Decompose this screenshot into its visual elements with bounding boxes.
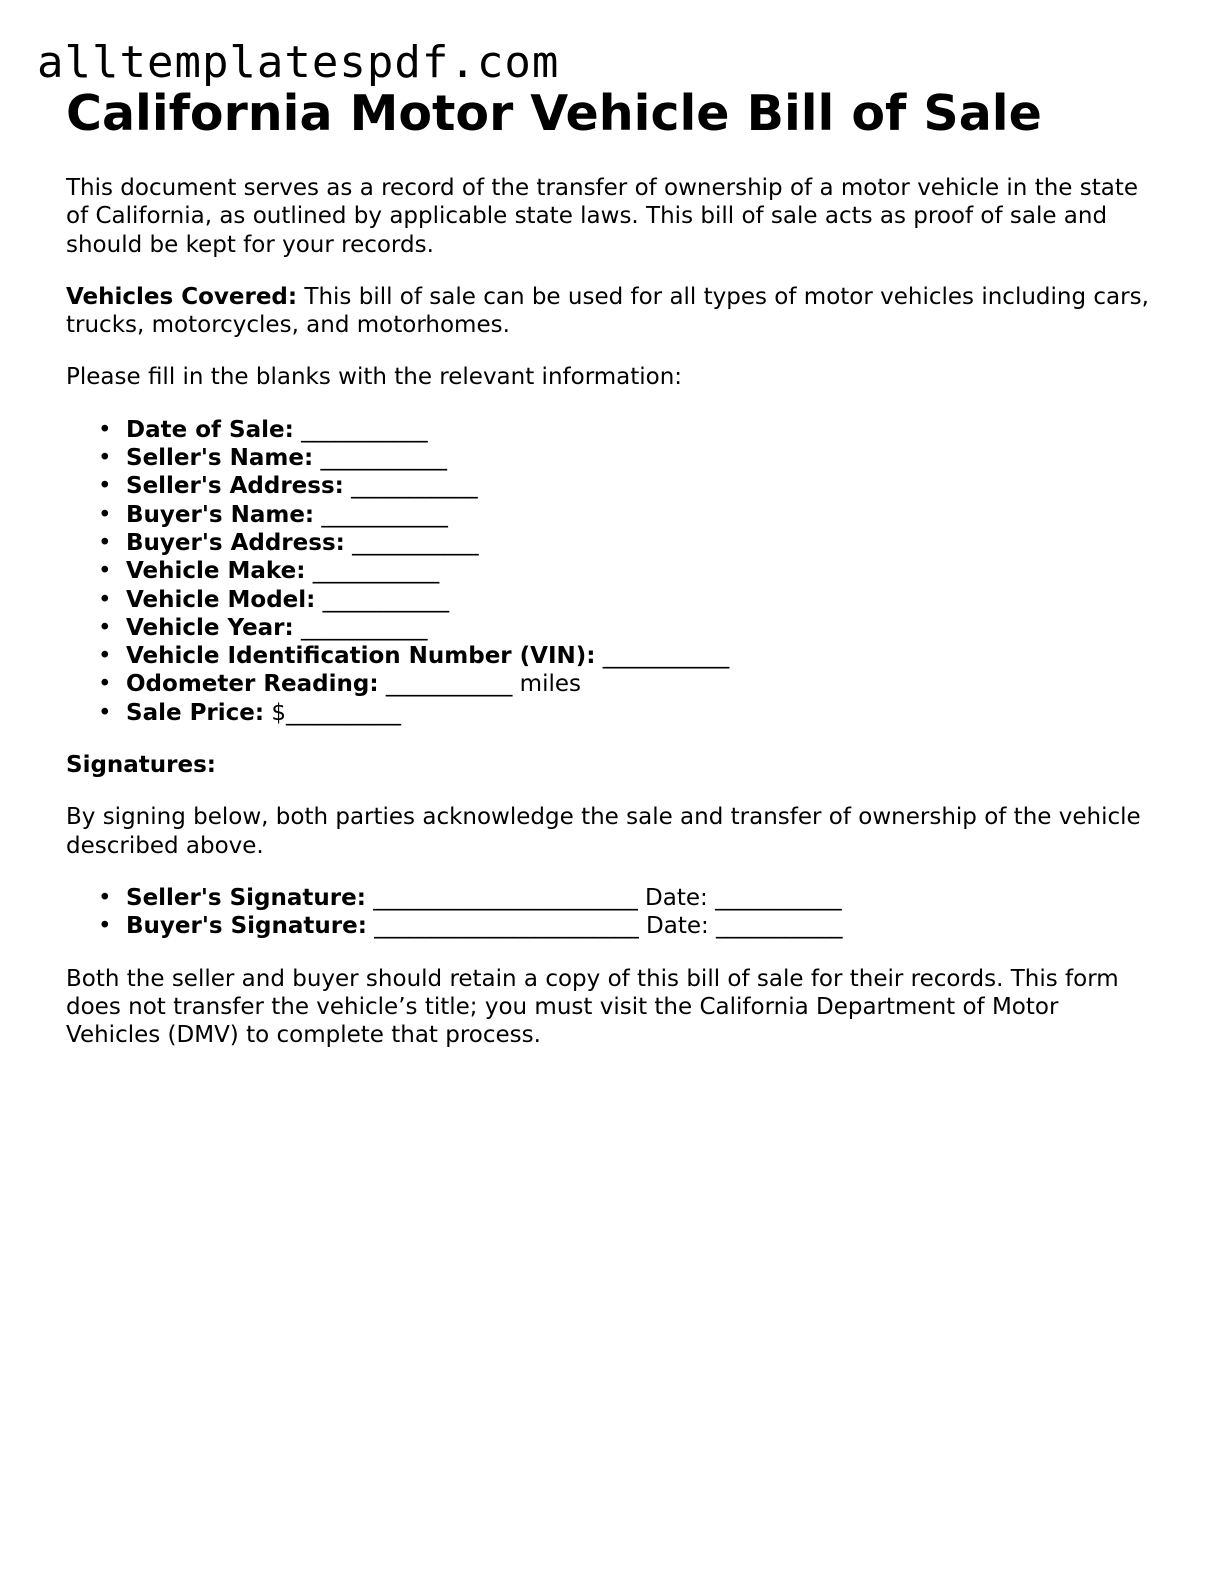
closing-paragraph: Both the seller and buyer should retain a copy of this bill of sale for their records. This form does not transfer the vehicle’s title; you must visit the California Department of Motor Vehicles (DMV) to complete that process.	[66, 965, 1119, 1049]
watermark: alltemplatespdf.com	[37, 37, 560, 88]
signature-blank[interactable]: _______________________ Date: ___________	[365, 884, 842, 911]
field-blank[interactable]: $__________	[264, 699, 402, 726]
field-odometer-reading	[98, 670, 1156, 698]
field-label: Vehicle Identification Number (VIN):	[126, 643, 596, 670]
field-seller-name	[98, 444, 1156, 472]
bullet-icon: •	[98, 913, 112, 940]
field-label: Vehicle Make:	[126, 558, 306, 585]
fill-prompt: Please fill in the blanks with the relevant information:	[66, 364, 683, 391]
field-date-of-sale	[98, 416, 1156, 444]
bullet-icon: •	[98, 586, 112, 613]
page-title: California Motor Vehicle Bill of Sale	[66, 85, 1042, 142]
intro-paragraph: This document serves as a record of the transfer of ownership of a motor vehicle in the state of California, as outlined by applicable state laws. This bill of sale acts as proof of sale and should be kept for your records.	[66, 175, 1139, 258]
field-label: Buyer's Name:	[126, 501, 315, 528]
field-vin	[98, 642, 1156, 670]
field-blank[interactable]: ___________	[313, 445, 447, 472]
field-blank[interactable]: ___________	[305, 558, 440, 585]
field-blank[interactable]: ___________	[595, 643, 730, 670]
vehicles-covered-paragraph	[66, 283, 1156, 340]
signature-list	[66, 884, 1156, 941]
vehicles-covered-text: This bill of sale can be used for all types of motor vehicles including cars, trucks, motorcycles, and motorhomes.	[66, 283, 1149, 339]
bullet-icon: •	[98, 501, 112, 528]
bullet-icon: •	[98, 473, 112, 500]
bullet-icon: •	[98, 671, 112, 698]
field-sale-price	[98, 699, 1156, 727]
bullet-icon: •	[98, 416, 112, 443]
field-blank[interactable]: ___________	[343, 473, 478, 500]
signatures-heading: Signatures:	[66, 752, 217, 779]
field-label: Buyer's Address:	[126, 529, 345, 556]
field-blank[interactable]: ___________	[315, 586, 450, 613]
field-vehicle-year	[98, 614, 1156, 642]
buyer-signature-line	[98, 912, 1156, 940]
field-buyer-name	[98, 501, 1156, 529]
field-label: Seller's Name:	[126, 445, 314, 472]
field-vehicle-model	[98, 586, 1156, 614]
bullet-icon: •	[98, 884, 112, 911]
field-vehicle-make	[98, 557, 1156, 585]
field-label: Odometer Reading:	[126, 671, 379, 698]
bullet-icon: •	[98, 614, 112, 641]
signature-label: Buyer's Signature:	[126, 913, 367, 940]
field-buyer-address	[98, 529, 1156, 557]
signature-label: Seller's Signature:	[126, 884, 366, 911]
field-list	[66, 416, 1156, 727]
bullet-icon: •	[98, 699, 112, 726]
field-label: Seller's Address:	[126, 473, 344, 500]
field-label: Date of Sale:	[126, 416, 294, 443]
signature-blank[interactable]: _______________________ Date: ___________	[366, 913, 843, 940]
field-blank[interactable]: ___________ miles	[378, 671, 581, 698]
seller-signature-line	[98, 884, 1156, 912]
bullet-icon: •	[98, 445, 112, 472]
field-label: Vehicle Model:	[126, 586, 316, 613]
document-body	[66, 84, 1156, 1049]
field-blank[interactable]: ___________	[314, 501, 448, 528]
field-blank[interactable]: ___________	[293, 416, 428, 443]
field-blank[interactable]: ___________	[293, 614, 428, 641]
vehicles-covered-label: Vehicles Covered:	[66, 283, 298, 310]
bullet-icon: •	[98, 529, 112, 556]
bullet-icon: •	[98, 643, 112, 670]
field-seller-address	[98, 472, 1156, 500]
field-label: Sale Price:	[126, 699, 265, 726]
field-blank[interactable]: ___________	[344, 529, 479, 556]
bullet-icon: •	[98, 558, 112, 585]
field-label: Vehicle Year:	[126, 614, 294, 641]
signatures-intro: By signing below, both parties acknowledge the sale and transfer of ownership of the vehicle described above.	[66, 804, 1141, 859]
